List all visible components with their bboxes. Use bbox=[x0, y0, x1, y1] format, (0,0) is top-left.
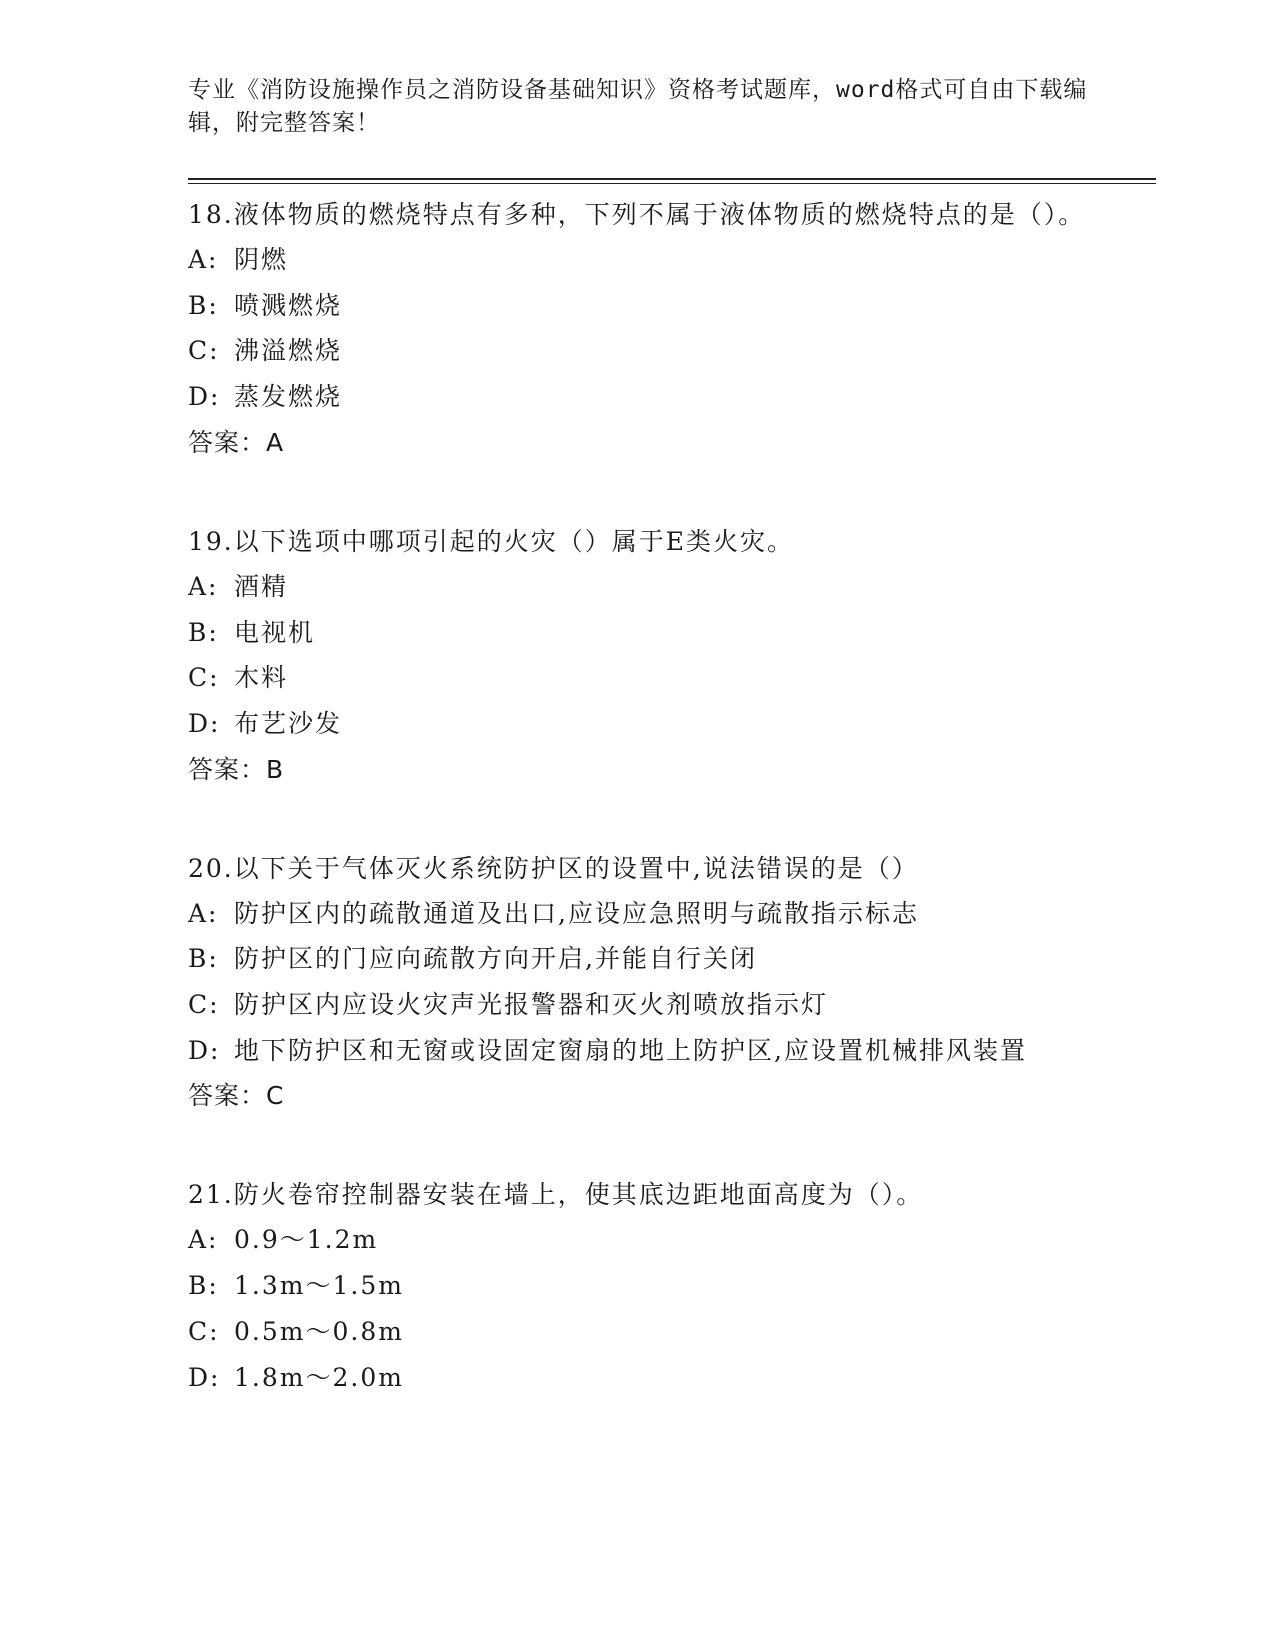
option-key: B: bbox=[188, 944, 219, 974]
option-key: D: bbox=[188, 382, 221, 412]
option-key: D: bbox=[188, 1362, 221, 1392]
option-c bbox=[188, 982, 1088, 1028]
document-intro: 专业《消防设施操作员之消防设备基础知识》资格考试题库，word格式可自由下载编辑，附完整答案！ bbox=[188, 77, 1088, 136]
option-text: 电视机 bbox=[234, 617, 316, 647]
option-a bbox=[188, 1217, 1088, 1263]
option-key: D: bbox=[188, 708, 221, 738]
option-b bbox=[188, 936, 1088, 982]
option-d bbox=[188, 1028, 1088, 1074]
question-spacer bbox=[188, 1118, 1088, 1172]
option-text: 防护区内的疏散通道及出口,应设应急照明与疏散指示标志 bbox=[234, 898, 919, 928]
option-d bbox=[188, 374, 1088, 420]
question-18 bbox=[188, 192, 1088, 465]
option-b bbox=[188, 283, 1088, 329]
option-text: 防护区的门应向疏散方向开启,并能自行关闭 bbox=[234, 944, 757, 974]
option-text: 0.5m～0.8m bbox=[234, 1316, 404, 1346]
header-divider-thin bbox=[188, 183, 1156, 184]
option-text: 沸溢燃烧 bbox=[234, 336, 343, 366]
option-text: 蒸发燃烧 bbox=[234, 382, 343, 412]
option-key: A: bbox=[188, 571, 219, 601]
answer-line: 答案：C bbox=[188, 1081, 285, 1111]
option-key: C: bbox=[188, 990, 220, 1020]
option-key: A: bbox=[188, 1225, 219, 1255]
option-b bbox=[188, 1263, 1088, 1309]
option-key: B: bbox=[188, 1271, 219, 1301]
option-key: C: bbox=[188, 1316, 220, 1346]
question-stem: 21.防火卷帘控制器安装在墙上，使其底边距地面高度为（）。 bbox=[188, 1180, 924, 1210]
answer-line: 答案：B bbox=[188, 754, 285, 784]
question-19 bbox=[188, 519, 1088, 792]
option-text: 木料 bbox=[234, 663, 289, 693]
option-key: A: bbox=[188, 245, 219, 274]
option-key: B: bbox=[188, 617, 219, 647]
option-c bbox=[188, 655, 1088, 701]
option-text: 阴燃 bbox=[234, 245, 289, 274]
option-b bbox=[188, 610, 1088, 656]
option-text: 1.8m～2.0m bbox=[234, 1362, 404, 1392]
answer-line: 答案：A bbox=[188, 427, 285, 457]
question-spacer bbox=[188, 465, 1088, 519]
option-key: C: bbox=[188, 336, 220, 366]
header-divider-thick bbox=[188, 178, 1156, 180]
option-d bbox=[188, 701, 1088, 747]
question-stem: 20.以下关于气体灭火系统防护区的设置中,说法错误的是（） bbox=[188, 853, 919, 883]
option-c bbox=[188, 328, 1088, 374]
option-a bbox=[188, 891, 1088, 937]
option-key: A: bbox=[188, 898, 219, 928]
option-text: 地下防护区和无窗或设固定窗扇的地上防护区,应设置机械排风装置 bbox=[234, 1035, 1027, 1065]
option-text: 布艺沙发 bbox=[234, 708, 343, 738]
question-stem: 19.以下选项中哪项引起的火灾（）属于E类火灾。 bbox=[188, 526, 795, 556]
option-text: 1.3m～1.5m bbox=[234, 1271, 404, 1301]
question-spacer bbox=[188, 792, 1088, 846]
option-d bbox=[188, 1355, 1088, 1401]
option-key: C: bbox=[188, 663, 220, 693]
question-list bbox=[188, 192, 1088, 1400]
option-text: 酒精 bbox=[234, 571, 289, 601]
question-20 bbox=[188, 846, 1088, 1119]
option-key: D: bbox=[188, 1035, 221, 1065]
option-text: 0.9～1.2m bbox=[234, 1225, 379, 1255]
question-stem: 18.液体物质的燃烧特点有多种，下列不属于液体物质的燃烧特点的是（）。 bbox=[188, 200, 1086, 229]
option-a bbox=[188, 564, 1088, 610]
option-a bbox=[188, 237, 1088, 283]
option-text: 防护区内应设火灾声光报警器和灭火剂喷放指示灯 bbox=[234, 990, 829, 1020]
option-key: B: bbox=[188, 290, 219, 320]
question-21 bbox=[188, 1172, 1088, 1400]
option-c bbox=[188, 1309, 1088, 1355]
option-text: 喷溅燃烧 bbox=[234, 290, 343, 320]
